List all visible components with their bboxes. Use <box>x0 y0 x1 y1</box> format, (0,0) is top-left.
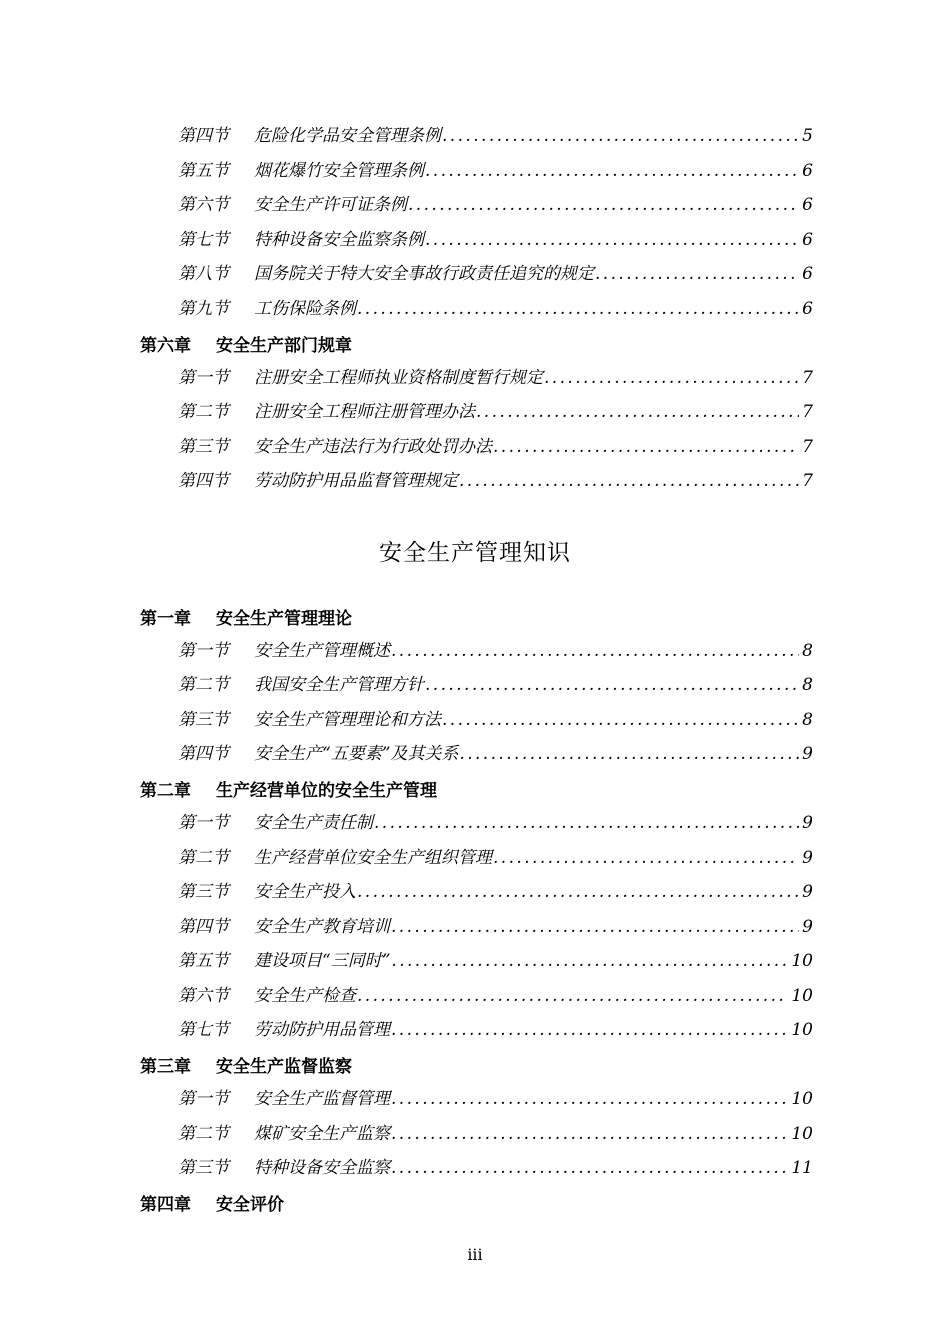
toc-entry: 第五节 烟花爆竹安全管理条例 ..... 6 <box>0 154 950 189</box>
toc-entry: 第九节 工伤保险条例 ..... 6 <box>0 292 950 327</box>
toc-entry: 第三节 特种设备安全监察 ..... 11 <box>0 1151 950 1186</box>
toc-entry: 第三节 安全生产管理理论和方法 ..... 8 <box>0 703 950 738</box>
page-number: iii <box>467 1245 483 1264</box>
toc-entry: 第六节 安全生产检查 ..... 10 <box>0 979 950 1014</box>
chapter-heading: 第二章 生产经营单位的安全生产管理 <box>140 781 437 802</box>
toc-entry: 第二节 我国安全生产管理方针 ..... 8 <box>0 668 950 703</box>
toc-part2 <box>0 599 950 1220</box>
toc-entry: 第二节 注册安全工程师注册管理办法 ..... 7 <box>0 395 950 430</box>
chapter-heading: 第一章 安全生产管理理论 <box>140 608 352 629</box>
toc-entry: 第二节 生产经营单位安全生产组织管理 ..... 9 <box>0 841 950 876</box>
toc-part1 <box>0 119 950 499</box>
toc-entry: 第四节 安全生产教育培训 ..... 9 <box>0 910 950 945</box>
toc-entry: 第三节 安全生产投入 ..... 9 <box>0 875 950 910</box>
toc-entry: 第一节 注册安全工程师执业资格制度暂行规定 ..... 7 <box>0 361 950 396</box>
chapter-heading: 第四章 安全评价 <box>140 1195 284 1216</box>
toc-entry: 第八节 国务院关于特大安全事故行政责任追究的规定 ..... 6 <box>0 257 950 292</box>
toc-entry: 第一节 安全生产管理概述 ..... 8 <box>0 634 950 669</box>
toc-entry: 第六节 安全生产许可证条例 ..... 6 <box>0 188 950 223</box>
toc-entry: 第一节 安全生产监督管理 ..... 10 <box>0 1082 950 1117</box>
toc-entry: 第四节 危险化学品安全管理条例 ..... 5 <box>0 119 950 154</box>
toc-entry: 第三节 安全生产违法行为行政处罚办法 ..... 7 <box>0 430 950 465</box>
toc-entry: 第七节 劳动防护用品管理 ..... 10 <box>0 1013 950 1048</box>
toc-entry: 第五节 建设项目“三同时” ..... 10 <box>0 944 950 979</box>
toc-entry: 第四节 劳动防护用品监督管理规定 ..... 7 <box>0 464 950 499</box>
chapter-heading: 第六章 安全生产部门规章 <box>140 335 352 356</box>
toc-entry: 第四节 安全生产“五要素”及其关系 ..... 9 <box>0 737 950 772</box>
toc-entry: 第二节 煤矿安全生产监察 ..... 10 <box>0 1117 950 1152</box>
chapter-heading: 第三章 安全生产监督监察 <box>140 1057 352 1078</box>
toc-entry: 第一节 安全生产责任制 ..... 9 <box>0 806 950 841</box>
toc-entry: 第七节 特种设备安全监察条例 ..... 6 <box>0 223 950 258</box>
part-heading: 安全生产管理知识 <box>379 540 571 566</box>
